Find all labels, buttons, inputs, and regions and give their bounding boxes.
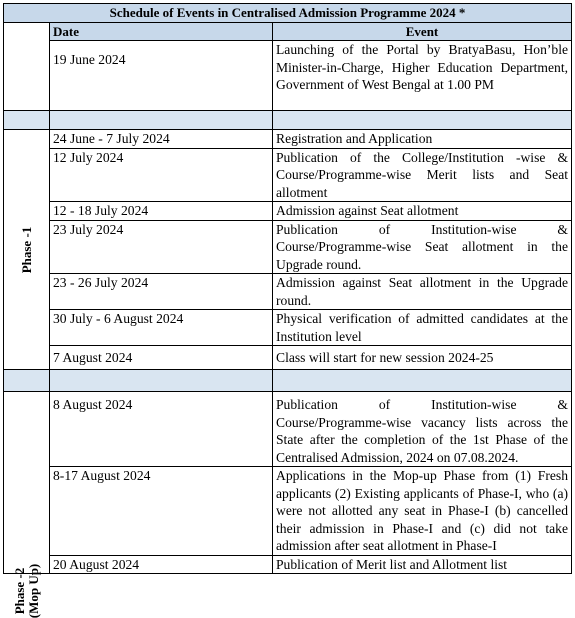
header-row [4,22,572,41]
phase-2-label [13,564,41,618]
p1-date-0: 24 June - 7 July 2024 [50,130,273,149]
p1-event-5: Physical verification of admitted candidates at the Institution level [273,310,572,346]
p1-event-0: Registration and Application [273,130,572,149]
table-row [4,130,572,149]
p1-date-2: 12 - 18 July 2024 [50,202,273,221]
table-row [4,555,572,574]
p2-event-1: Applications in the Mop-up Phase from (1) Fresh applicants (2) Existing applicants of Phase-I, who (a) were not allotted any seat in Phase-I (b) cancelled their admission in Phase-I and (c) did not take admission after seat allotment in Phase-I [273,467,572,556]
p2-event-0: Publication of Institution-wise & Course/Programme-wise vacancy lists across the State after the completion of the 1st Phase of the Centralised Admission, 2024 on 07.08.2024. [273,392,572,467]
table-row [4,467,572,556]
table-row [4,346,572,370]
p1-event-6: Class will start for new session 2024-25 [273,346,572,370]
p1-date-6: 7 August 2024 [50,346,273,370]
launch-row [4,41,572,111]
phase-1-cell [4,130,50,370]
phase-1-label: Phase -1 [18,226,34,273]
p2-date-0: 8 August 2024 [50,392,273,467]
launch-date: 19 June 2024 [50,41,273,111]
p1-event-4: Admission against Seat allotment in the Upgrade round. [273,274,572,310]
p2-date-2: 20 August 2024 [50,555,273,574]
p1-date-5: 30 July - 6 August 2024 [50,310,273,346]
p2-date-1: 8-17 August 2024 [50,467,273,556]
table-row [4,202,572,221]
title-row [4,4,572,23]
table-row [4,392,572,467]
table-row [4,274,572,310]
separator-band-1 [4,111,572,130]
table-row [4,220,572,274]
phase-2-label-line2: (Mop Up) [25,563,41,618]
launch-event: Launching of the Portal by BratyaBasu, Hon’ble Minister-in-Charge, Higher Education Department, Government of West Bengal at 1.00 PM [273,41,572,111]
p1-date-3: 23 July 2024 [50,220,273,274]
schedule-table [3,3,572,618]
p1-event-3: Publication of Institution-wise & Course/Programme-wise Seat allotment in the Upgrade round. [273,220,572,274]
launch-phase-cell [4,41,50,111]
p1-date-1: 12 July 2024 [50,148,273,202]
p1-date-4: 23 - 26 July 2024 [50,274,273,310]
table-row [4,310,572,346]
phase-header-cell [4,22,50,41]
separator-band-2 [4,370,572,392]
phase-2-label-line1: Phase -2 [11,567,27,615]
p1-event-2: Admission against Seat allotment [273,202,572,221]
table-row [4,148,572,202]
event-header: Event [273,22,572,41]
phase-2-cell [4,392,50,618]
date-header: Date [50,22,273,41]
table-title: Schedule of Events in Centralised Admission Programme 2024 * [4,4,572,23]
p2-event-2: Publication of Merit list and Allotment list [273,555,572,574]
p1-event-1: Publication of the College/Institution -wise & Course/Programme-wise Merit lists and Seat allotment [273,148,572,202]
